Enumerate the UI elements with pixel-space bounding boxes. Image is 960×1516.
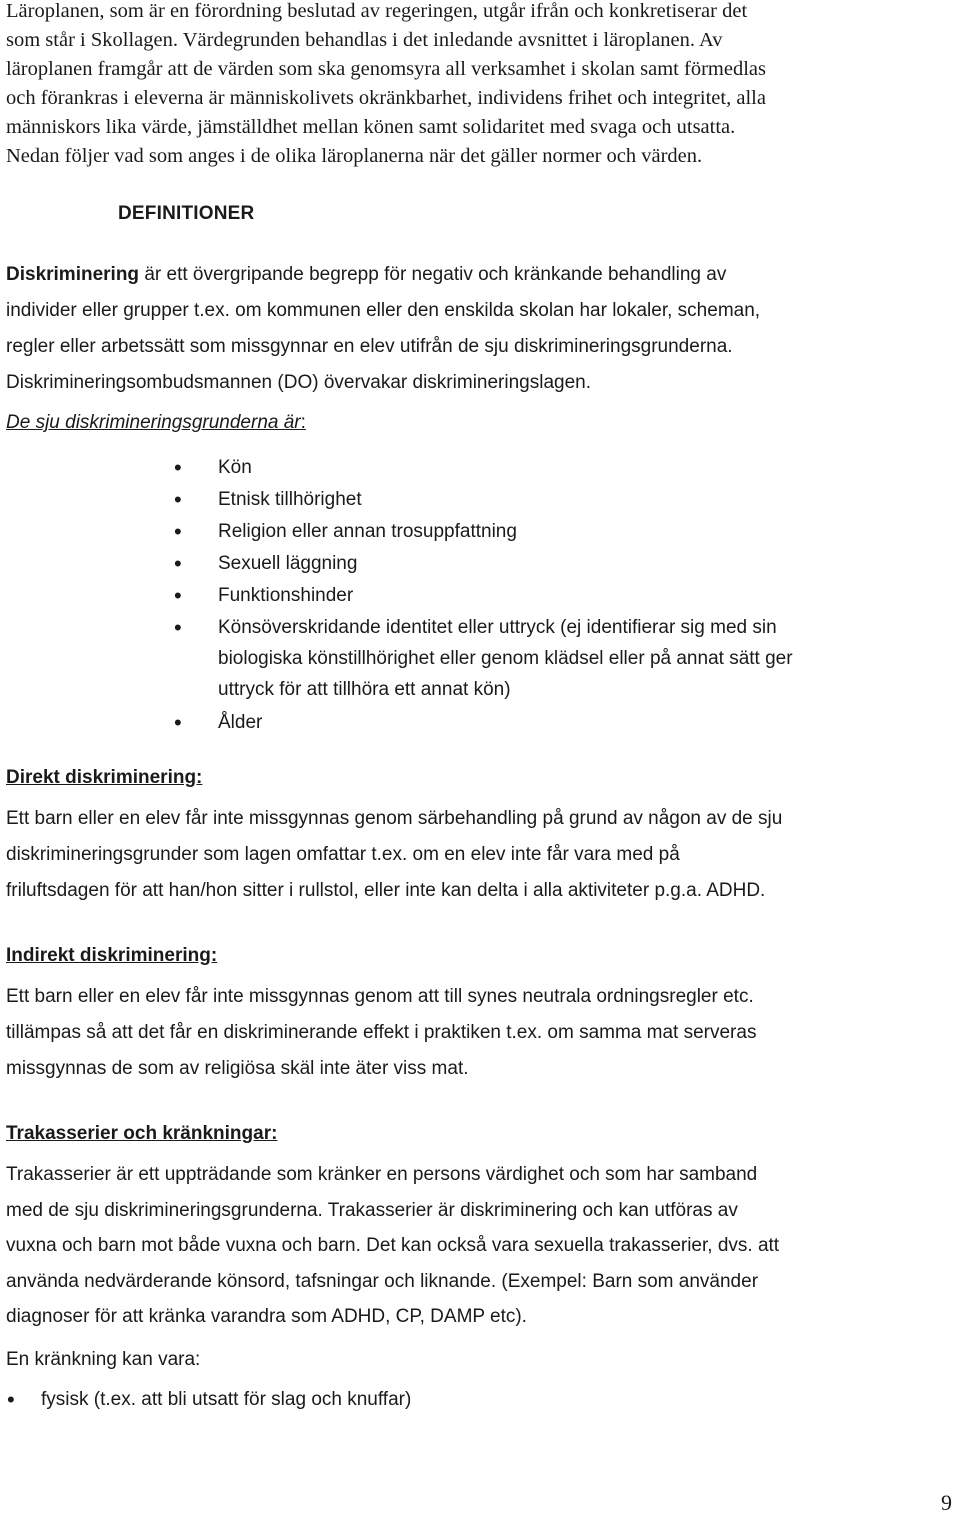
intro-line: Läroplanen, som är en förordning beslutad av regeringen, utgår ifrån och konkretiserar det — [6, 0, 748, 22]
intro-line: och förankras i eleverna är människolivets okränkbarhet, individens frihet och integritet, alla — [6, 87, 766, 109]
offence-list — [6, 1383, 411, 1417]
discrimination-definition — [6, 257, 956, 401]
discrimination-term: Diskriminering — [6, 264, 140, 285]
paragraph-line: Ett barn eller en elev får inte missgynnas genom särbehandling på grund av någon av de sju — [6, 808, 783, 829]
grounds-intro-text: De sju diskrimineringsgrunderna är — [6, 412, 301, 433]
paragraph-line: vuxna och barn mot både vuxna och barn. Det kan också vara sexuella trakasserier, dvs. att — [6, 1235, 780, 1256]
list-item: • Sexuell läggning — [160, 548, 940, 579]
intro-line: som står i Skollagen. Värdegrunden behandlas i det inledande avsnittet i läroplanen. Av — [6, 29, 723, 51]
paragraph-line: använda nedvärderande könsord, tafsningar och liknande. (Exempel: Barn som använder — [6, 1270, 759, 1292]
definitions-heading: DEFINITIONER — [118, 203, 255, 224]
list-item: • Funktionshinder — [160, 580, 940, 611]
definition-line: Diskrimineringsombudsmannen (DO) övervakar diskrimineringslagen. — [6, 372, 591, 393]
paragraph-line: friluftsdagen för att han/hon sitter i rullstol, eller inte kan delta i alla aktiviteter p.g.a. ADHD. — [6, 880, 766, 901]
indirect-discrimination-heading: Indirekt diskriminering: — [6, 945, 218, 966]
definition-line: individer eller grupper t.ex. om kommunen eller den enskilda skolan har lokaler, scheman, — [6, 300, 761, 321]
paragraph-line: diagnoser för att kränka varandra som ADHD, CP, DAMP etc). — [6, 1306, 527, 1327]
page-number: 9 — [941, 1490, 952, 1515]
definition-line: regler eller arbetssätt som missgynnar en elev utifrån de sju diskrimineringsgrunderna. — [6, 336, 733, 357]
list-item: • Kön — [160, 452, 940, 483]
paragraph-line: missgynnas de som av religiösa skäl inte äter viss mat. — [6, 1058, 469, 1079]
list-item-line: • Könsöverskridande identitet eller uttryck (ej identifierar sig med sin — [218, 617, 777, 638]
paragraph-line: Trakasserier är ett uppträdande som kränker en persons värdighet och som har samband — [6, 1164, 758, 1185]
definition-text: är ett övergripande begrepp för negativ och kränkande behandling av — [139, 264, 727, 285]
paragraph-line: diskrimineringsgrunder som lagen omfattar t.ex. om en elev inte får vara med på — [6, 844, 680, 865]
harassment-heading: Trakasserier och kränkningar: — [6, 1123, 278, 1144]
direct-discrimination-heading: Direkt diskriminering: — [6, 767, 203, 788]
paragraph-line: tillämpas så att det får en diskriminerande effekt i praktiken t.ex. om samma mat serveras — [6, 1022, 757, 1043]
list-item: • Religion eller annan trosuppfattning — [160, 516, 940, 547]
list-item: • Ålder — [160, 707, 940, 738]
offence-intro: En kränkning kan vara: — [6, 1349, 201, 1370]
intro-paragraph — [6, 0, 956, 171]
grounds-intro — [6, 412, 306, 434]
harassment-text — [6, 1157, 956, 1335]
paragraph-line: Ett barn eller en elev får inte missgynnas genom att till synes neutrala ordningsregler etc. — [6, 986, 754, 1007]
direct-discrimination-text — [6, 801, 956, 909]
indirect-discrimination-text — [6, 979, 956, 1087]
list-item — [160, 612, 940, 705]
definition-line — [6, 257, 956, 293]
grounds-intro-colon: : — [300, 412, 306, 433]
intro-line: människors lika värde, jämställdhet mellan könen samt solidaritet med svaga och utsatta. — [6, 116, 736, 138]
list-item-line: biologiska könstillhörighet eller genom klädsel eller på annat sätt ger — [218, 648, 793, 669]
list-item: • Etnisk tillhörighet — [160, 484, 940, 515]
list-item: • fysisk (t.ex. att bli utsatt för slag och knuffar) — [6, 1383, 411, 1417]
grounds-list — [160, 452, 940, 739]
intro-line: läroplanen framgår att de värden som ska genomsyra all verksamhet i skolan samt förmedlas — [6, 58, 766, 80]
paragraph-line: med de sju diskrimineringsgrunderna. Trakasserier är diskriminering och kan utföras av — [6, 1199, 738, 1221]
list-item-line: uttryck för att tillhöra ett annat kön) — [218, 679, 511, 700]
intro-line: Nedan följer vad som anges i de olika läroplanerna när det gäller normer och värden. — [6, 145, 703, 167]
